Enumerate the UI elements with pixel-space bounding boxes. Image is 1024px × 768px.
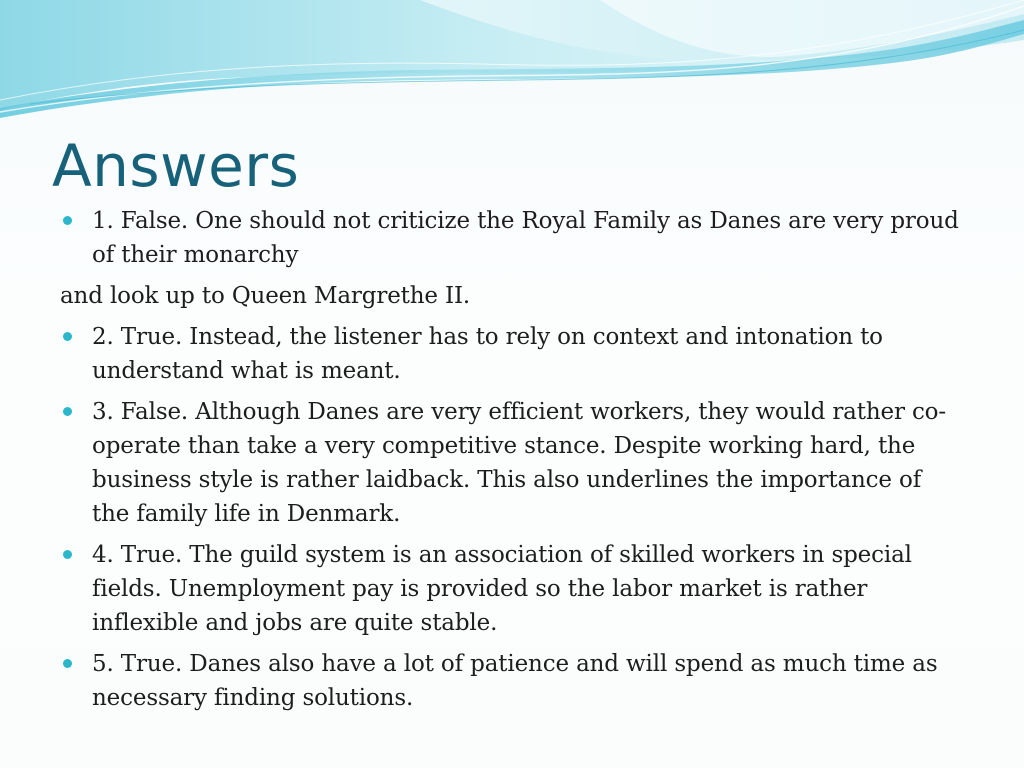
answer-item-2 — [60, 320, 960, 388]
slide-title: Answers — [52, 132, 300, 200]
bullet-dot-icon — [63, 550, 72, 559]
bullet-dot-icon — [63, 216, 72, 225]
answer-continuation — [60, 279, 960, 313]
bullet-dot-icon — [63, 332, 72, 341]
answer-text: and look up to Queen Margrethe II. — [60, 283, 471, 309]
answer-item-3 — [60, 395, 960, 531]
answer-text: 5. True. Danes also have a lot of patience and will spend as much time as necessary finding solutions. — [92, 651, 938, 711]
answers-list — [60, 204, 960, 722]
bullet-dot-icon — [63, 659, 72, 668]
answer-text: 3. False. Although Danes are very efficient workers, they would rather co-operate than take a very competitive stance. Despite working hard, the business style is rather laidback. This also underlines the importance of the family life in Denmark. — [92, 399, 947, 527]
bullet-dot-icon — [63, 407, 72, 416]
answer-item-1 — [60, 204, 960, 272]
header-wave-decoration — [0, 0, 1024, 130]
answer-item-4 — [60, 538, 960, 640]
answer-item-5 — [60, 647, 960, 715]
answer-text: 2. True. Instead, the listener has to rely on context and intonation to understand what is meant. — [92, 324, 883, 384]
answer-text: 4. True. The guild system is an association of skilled workers in special fields. Unemployment pay is provided so the labor market is rather inflexible and jobs are quite stable. — [92, 542, 912, 636]
answer-text: 1. False. One should not criticize the Royal Family as Danes are very proud of their monarchy — [92, 208, 959, 268]
